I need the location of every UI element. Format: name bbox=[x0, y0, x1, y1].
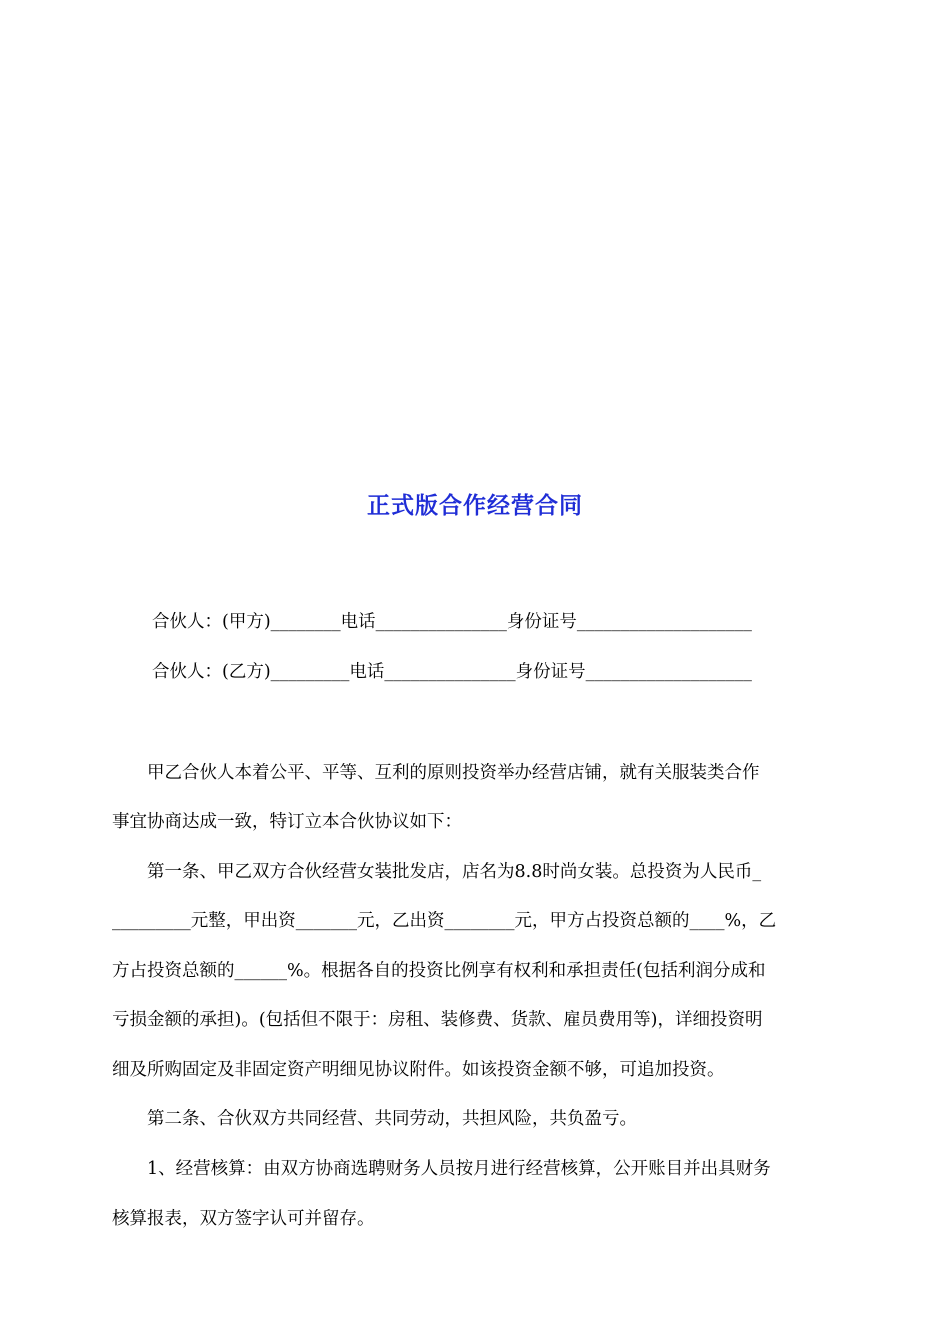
partner-a-line bbox=[152, 608, 752, 633]
partner-b-id-label: 身份证号 bbox=[515, 662, 586, 682]
partner-a-phone-label: 电话 bbox=[340, 612, 376, 632]
partner-a-name-blank: ________ bbox=[270, 612, 341, 632]
body-line-9: 1、经营核算：由双方协商选聘财务人员按月进行经营核算，公开账目并出具财务 bbox=[112, 1159, 771, 1179]
body-line-2: 事宜协商达成一致，特订立本合伙协议如下： bbox=[112, 812, 462, 832]
partner-a-id-label: 身份证号 bbox=[506, 612, 577, 632]
partner-a-id-blank: ____________________ bbox=[576, 612, 752, 632]
body-line-1: 甲乙合伙人本着公平、平等、互利的原则投资举办经营店铺，就有关服装类合作 bbox=[112, 763, 760, 783]
body-line-4: _________元整，甲出资_______元，乙出资________元，甲方占投资总额的____%，乙 bbox=[112, 911, 777, 931]
partner-a-phone-blank: _______________ bbox=[375, 612, 507, 632]
partner-b-phone-label: 电话 bbox=[349, 662, 385, 682]
body-line-3: 第一条、甲乙双方合伙经营女装批发店，店名为8.8时尚女装。总投资为人民币_ bbox=[112, 862, 762, 882]
body-line-7: 细及所购固定及非固定资产明细见协议附件。如该投资金额不够，可追加投资。 bbox=[112, 1060, 725, 1080]
body-line-5: 方占投资总额的______%。根据各自的投资比例享有权利和承担责任(包括利润分成和 bbox=[112, 961, 766, 981]
body-line-10: 核算报表，双方签字认可并留存。 bbox=[112, 1209, 375, 1229]
partner-b-name-blank: _________ bbox=[270, 662, 350, 682]
partner-b-line bbox=[152, 658, 752, 683]
body-line-8: 第二条、合伙双方共同经营、共同劳动，共担风险，共负盈亏。 bbox=[112, 1109, 637, 1129]
body-line-6: 亏损金额的承担)。(包括但不限于：房租、装修费、货款、雇员费用等)，详细投资明 bbox=[112, 1010, 763, 1030]
document-title: 正式版合作经营合同 bbox=[367, 493, 583, 519]
partner-b-id-blank: ___________________ bbox=[585, 662, 752, 682]
partner-b-phone-blank: _______________ bbox=[384, 662, 516, 682]
partner-a-label: 合伙人：(甲方) bbox=[152, 612, 271, 632]
partner-b-label: 合伙人：(乙方) bbox=[152, 662, 271, 682]
